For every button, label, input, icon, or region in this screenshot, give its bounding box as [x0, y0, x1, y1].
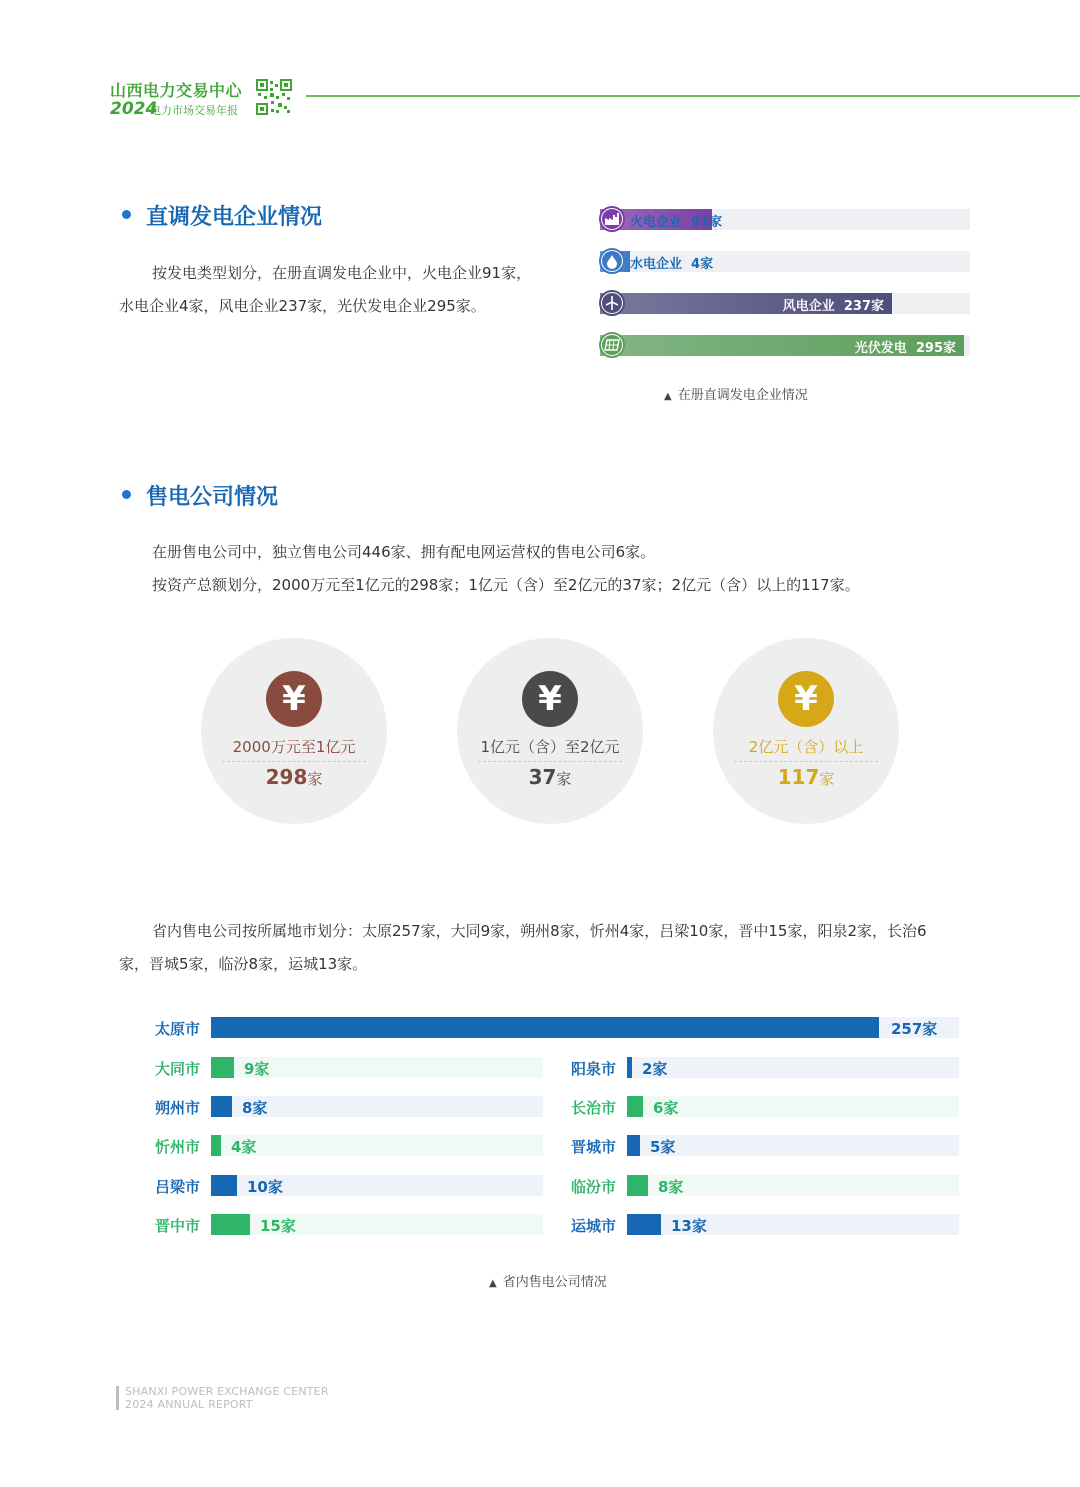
city-label: 晋中市	[154, 1217, 200, 1235]
city-value: 15家	[260, 1217, 296, 1235]
generator-bar-label: 光伏发电 295家	[854, 341, 956, 356]
city-bar	[627, 1135, 640, 1156]
tier-count	[201, 765, 387, 789]
city-chart-caption	[489, 1271, 607, 1290]
tier-count	[713, 765, 899, 789]
tier-count-value: 37	[528, 765, 557, 789]
city-value: 257家	[891, 1020, 938, 1038]
city-label: 长治市	[570, 1099, 616, 1117]
city-bar	[211, 1214, 250, 1235]
header-report: 电力市场交易年报	[150, 104, 238, 117]
tier-circle-3	[713, 638, 899, 824]
tier-count-unit: 家	[307, 770, 323, 788]
city-bar	[627, 1096, 643, 1117]
city-value: 9家	[244, 1060, 270, 1078]
generator-bar-label: 火电企业 91家	[630, 215, 723, 230]
wind-turbine-icon	[599, 290, 625, 316]
city-value: 8家	[658, 1178, 684, 1196]
yen-icon: ¥	[522, 671, 578, 727]
city-label: 大同市	[154, 1060, 200, 1078]
city-label: 晋城市	[570, 1138, 616, 1156]
generator-chart-caption	[664, 384, 808, 403]
city-value: 6家	[653, 1099, 679, 1117]
footer-line2: 2024 ANNUAL REPORT	[125, 1398, 253, 1411]
factory-icon	[599, 206, 625, 232]
city-label: 临汾市	[570, 1178, 616, 1196]
section-bullet	[122, 490, 131, 499]
triangle-icon: ▲	[489, 1278, 497, 1289]
tier-count-unit: 家	[556, 770, 572, 788]
footer-line1: SHANXI POWER EXCHANGE CENTER	[125, 1385, 329, 1398]
section1-paragraph-line2: 水电企业4家，风电企业237家，光伏发电企业295家。	[119, 297, 486, 315]
city-label: 运城市	[570, 1217, 616, 1235]
footer-bar	[116, 1386, 119, 1410]
section2-paragraph-line1: 在册售电公司中，独立售电公司446家、拥有配电网运营权的售电公司6家。	[152, 543, 656, 561]
tier-count-value: 298	[265, 765, 308, 789]
header-org: 山西电力交易中心	[110, 81, 243, 100]
city-bar-track	[627, 1135, 959, 1156]
generator-bar-label: 水电企业 4家	[630, 257, 714, 272]
city-bar	[627, 1214, 661, 1235]
city-bar-track	[627, 1057, 959, 1078]
tier-divider	[478, 761, 622, 762]
city-label: 忻州市	[154, 1138, 200, 1156]
city-bar	[211, 1135, 221, 1156]
city-value: 4家	[231, 1138, 257, 1156]
tier-range: 1亿元（含）至2亿元	[480, 738, 620, 756]
city-value: 10家	[247, 1178, 283, 1196]
city-bar	[211, 1057, 234, 1078]
city-value: 2家	[642, 1060, 668, 1078]
city-value: 5家	[650, 1138, 676, 1156]
tier-count	[457, 765, 643, 789]
qr-code-icon[interactable]	[256, 79, 292, 115]
section2-paragraph-line2: 按资产总额划分，2000万元至1亿元的298家；1亿元（含）至2亿元的37家；2亿元（含）以上的117家。	[152, 576, 860, 594]
section-bullet	[122, 210, 131, 219]
city-bar	[211, 1017, 879, 1038]
city-caption-text: 省内售电公司情况	[502, 1275, 607, 1290]
city-bar	[211, 1175, 237, 1196]
city-bar	[627, 1175, 648, 1196]
section-title-retailers: 售电公司情况	[146, 485, 279, 510]
tier-divider	[734, 761, 878, 762]
triangle-icon: ▲	[664, 391, 672, 402]
water-drop-icon	[599, 248, 625, 274]
tier-count-value: 117	[777, 765, 820, 789]
tier-divider	[222, 761, 366, 762]
tier-circle-2	[457, 638, 643, 824]
section1-paragraph-line1: 按发电类型划分，在册直调发电企业中，火电企业91家，	[152, 264, 532, 282]
city-label: 吕梁市	[154, 1178, 200, 1196]
section3-paragraph-line2: 家，晋城5家，临汾8家，运城13家。	[119, 955, 368, 973]
city-bar	[627, 1057, 632, 1078]
city-bar-track	[211, 1135, 543, 1156]
yen-icon: ¥	[266, 671, 322, 727]
section-title-generators: 直调发电企业情况	[146, 205, 323, 230]
city-label: 朔州市	[154, 1099, 200, 1117]
tier-count-unit: 家	[819, 770, 835, 788]
header-divider	[306, 95, 1080, 97]
city-value: 13家	[671, 1217, 707, 1235]
yen-icon: ¥	[778, 671, 834, 727]
city-label: 太原市	[154, 1020, 200, 1038]
solar-panel-icon	[599, 332, 625, 358]
generator-bar-label: 风电企业 237家	[782, 299, 884, 314]
city-bar	[211, 1096, 232, 1117]
header-year: 2024	[110, 99, 158, 119]
city-label: 阳泉市	[570, 1060, 616, 1078]
city-value: 8家	[242, 1099, 268, 1117]
section3-paragraph-line1: 省内售电公司按所属地市划分：太原257家，大同9家，朔州8家，忻州4家，吕梁10家，晋中15家，阳泉2家，长治6	[152, 922, 927, 940]
tier-circle-1	[201, 638, 387, 824]
tier-range: 2000万元至1亿元	[232, 738, 356, 756]
tier-range: 2亿元（含）以上	[748, 738, 864, 756]
generator-caption-text: 在册直调发电企业情况	[677, 388, 808, 403]
